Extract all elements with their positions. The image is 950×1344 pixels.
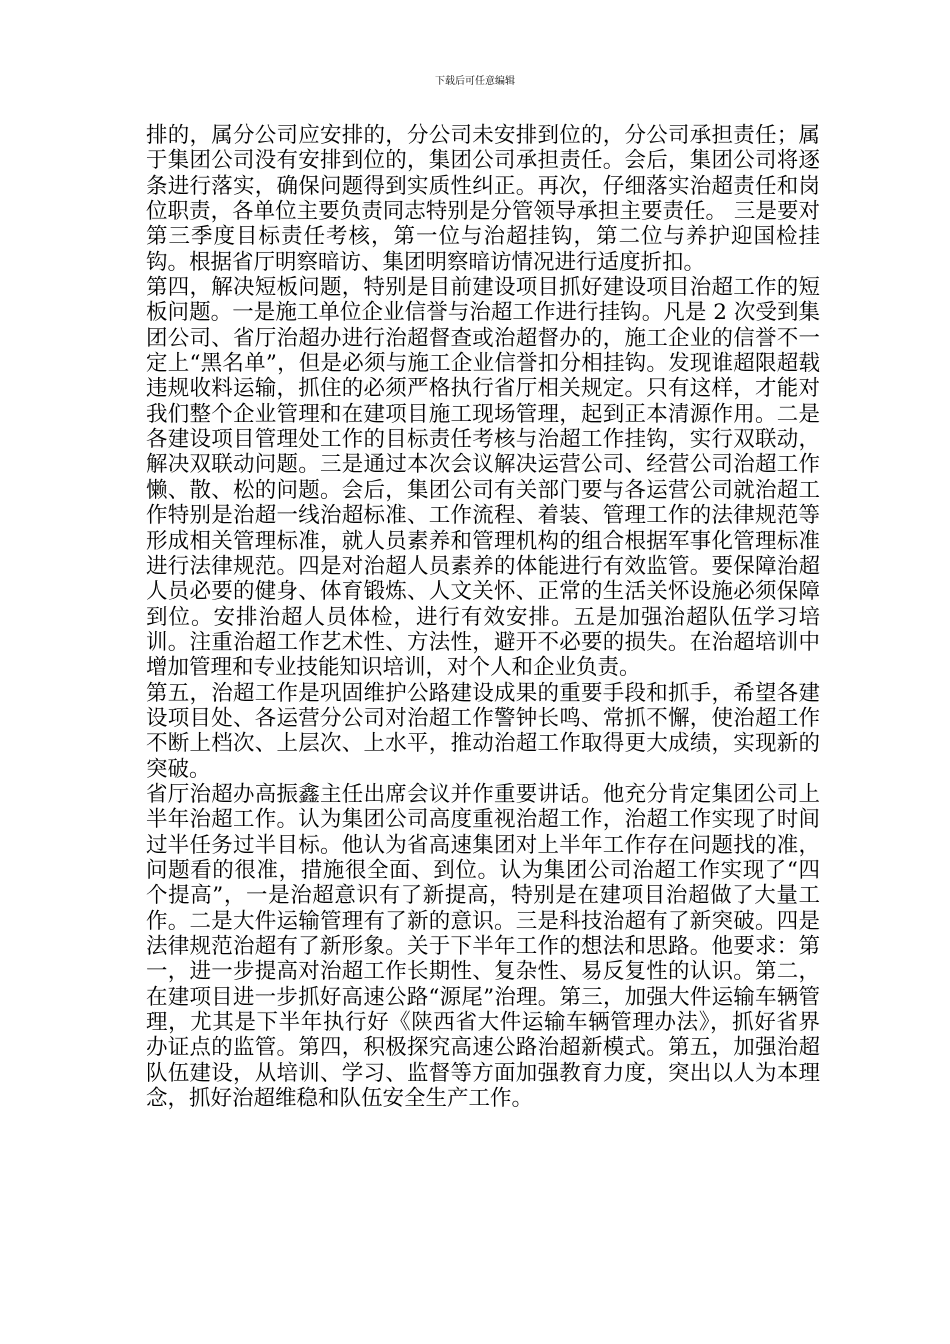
page-header-note: 下载后可任意编辑 bbox=[435, 76, 515, 87]
paragraph-1: 排的，属分公司应安排的，分公司未安排到位的，分公司承担责任；属于集团公司没有安排到位的，集团公司承担责任。会后，集团公司将逐条进行落实，确保问题得到实质性纠正。再次，仔细落实治超责任和岗位职责，各单位主要负责同志特别是分管领导承担主要责任。 三是要对第三季度目标责任考核，第一位与治超挂钩，第二位与养护迎国检挂钩。根据省厅明察暗访、集团明察暗访情况进行适度折扣。 bbox=[146, 123, 820, 275]
paragraph-3: 第五，治超工作是巩固维护公路建设成果的重要手段和抓手，希望各建设项目处、各运营分公司对治超工作警钟长鸣、常抓不懈，使治超工作不断上档次、上层次、上水平，推动治超工作取得更大成绩，实现新的突破。 bbox=[146, 680, 820, 782]
document-body bbox=[146, 123, 820, 1111]
paragraph-4: 省厅治超办高振鑫主任出席会议并作重要讲话。他充分肯定集团公司上半年治超工作。认为集团公司高度重视治超工作，治超工作实现了时间过半任务过半目标。他认为省高速集团对上半年工作存在问题找的准，问题看的很准，措施很全面、到位。认为集团公司治超工作实现了“四个提高”，一是治超意识有了新提高，特别是在建项目治超做了大量工作。二是大件运输管理有了新的意识。三是科技治超有了新突破。四是法律规范治超有了新形象。关于下半年工作的想法和思路。他要求：第一，进一步提高对治超工作长期性、复杂性、易反复性的认识。第二，在建项目进一步抓好高速公路“源尾”治理。第三，加强大件运输车辆管理，尤其是下半年执行好《陕西省大件运输车辆管理办法》，抓好省界办证点的监管。第四，积极探究高速公路治超新模式。第五，加强治超队伍建设，从培训、学习、监督等方面加强教育力度，突出以人为本理念，抓好治超维稳和队伍安全生产工作。 bbox=[146, 781, 820, 1112]
paragraph-2: 第四，解决短板问题，特别是目前建设项目抓好建设项目治超工作的短板问题。一是施工单位企业信誉与治超工作进行挂钩。凡是 2 次受到集团公司、省厅治超办进行治超督查或治超督办的，施工企业的信誉不一定上“黑名单”，但是必须与施工企业信誉扣分相挂钩。发现谁超限超载违规收料运输，抓住的必须严格执行省厅相关规定。只有这样，才能对我们整个企业管理和在建项目施工现场管理，起到正本清源作用。二是各建设项目管理处工作的目标责任考核与治超工作挂钩，实行双联动，解决双联动问题。三是通过本次会议解决运营公司、经营公司治超工作懒、散、松的问题。会后，集团公司有关部门要与各运营公司就治超工作特别是治超一线治超标准、工作流程、着装、管理工作的法律规范等形成相关管理标准，就人员素养和管理机构的组合根据军事化管理标准进行法律规范。四是对治超人员素养的体能进行有效监管。要保障治超人员必要的健身、体育锻炼、人文关怀、正常的生活关怀设施必须保障到位。安排治超人员体检，进行有效安排。五是加强治超队伍学习培训。注重治超工作艺术性、方法性，避开不必要的损失。在治超培训中增加管理和专业技能知识培训，对个人和企业负责。 bbox=[146, 275, 820, 681]
